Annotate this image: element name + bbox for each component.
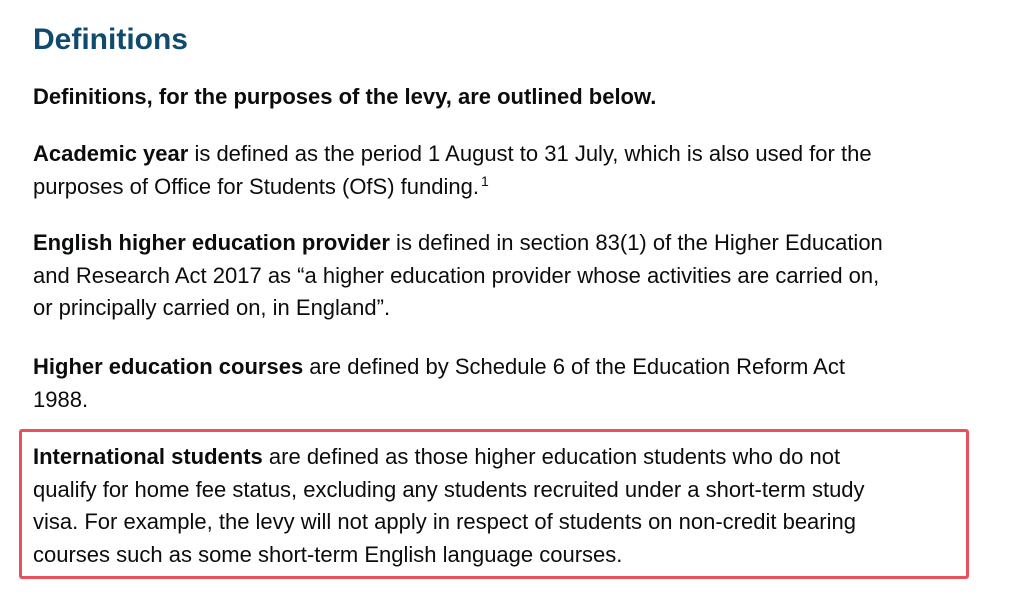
definition-academic-year (33, 138, 968, 203)
definition-term: Academic year (33, 141, 189, 166)
definition-text: are defined by Schedule 6 of the Education Reform Act (303, 354, 845, 379)
definition-text: are defined as those higher education students who do not (262, 444, 841, 469)
definition-term: Higher education courses (33, 354, 304, 379)
definition-text: 1988. (33, 386, 89, 412)
definition-international-students (33, 441, 968, 571)
intro-paragraph: Definitions, for the purposes of the levy, are outlined below. (33, 84, 657, 109)
definition-term: International students (33, 444, 263, 469)
definition-english-provider (33, 227, 968, 325)
page-title: Definitions (33, 23, 188, 56)
definition-text: and Research Act 2017 as “a higher education provider whose activities are carried on, (33, 262, 880, 288)
definition-text: visa. For example, the levy will not apply in respect of students on non-credit bearing (33, 509, 856, 534)
definition-term: English higher education provider (33, 230, 390, 255)
footnote-marker[interactable]: 1 (480, 172, 489, 189)
definition-text: or principally carried on, in England”. (33, 295, 391, 320)
definition-text: courses such as some short-term English language courses. (33, 541, 623, 567)
definition-text: qualify for home fee status, excluding any students recruited under a short-term study (33, 476, 865, 502)
definition-text: purposes of Office for Students (OfS) funding. (33, 173, 479, 199)
definition-text: is defined in section 83(1) of the Higher Education (389, 230, 883, 255)
definition-higher-education-courses (33, 351, 968, 416)
definition-text: is defined as the period 1 August to 31 July, which is also used for the (188, 141, 872, 166)
